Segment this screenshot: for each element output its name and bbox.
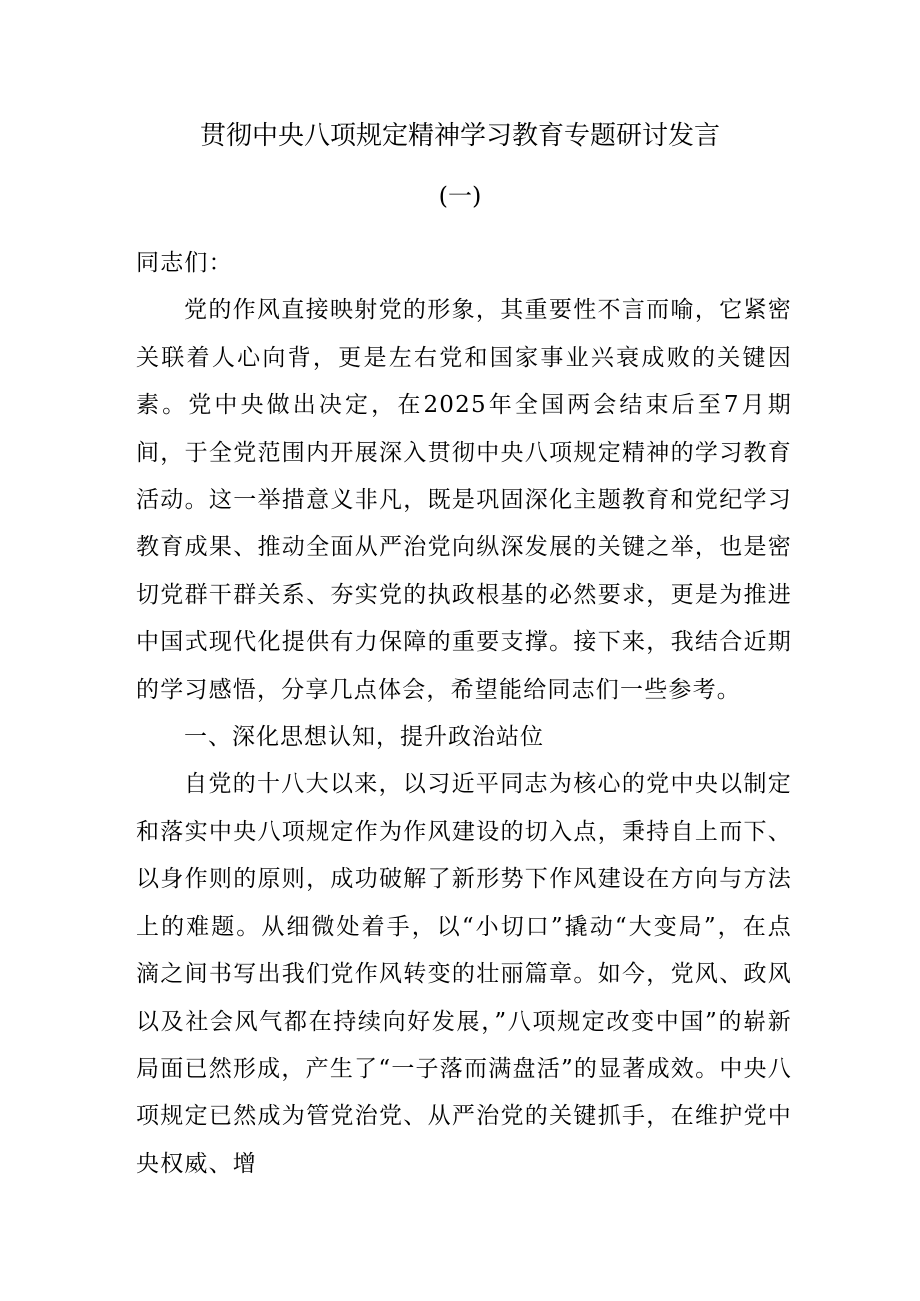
salutation: 同志们： bbox=[136, 250, 233, 276]
document-subtitle: (一) bbox=[438, 182, 482, 210]
paragraph-intro: 党的作风直接映射党的形象，其重要性不言而喻，它紧密关联着人心向背，更是左右党和国家事业兴衰成败的关键因素。党中央做出决定，在2025年全国两会结束后至7月期间，于全党范围内开展深入贯彻中央八项规定精神的学习教育活动。这一举措意义非凡，既是巩固深化主题教育和党纪学习教育成果、推动全面从严治党向纵深发展的关键之举，也是密切党群干群关系、夯实党的执政根基的必然要求，更是为推进中国式现代化提供有力保障的重要支撑。接下来，我结合近期的学习感悟，分享几点体会，希望能给同志们一些参考。 bbox=[136, 297, 792, 703]
document-title: 贯彻中央八项规定精神学习教育专题研讨发言 bbox=[199, 121, 720, 151]
section-heading: 一、深化思想认知，提升政治站位 bbox=[184, 724, 544, 751]
document-body bbox=[136, 240, 792, 1188]
paragraph-section-1: 自党的十八大以来，以习近平同志为核心的党中央以制定和落实中央八项规定作为作风建设的切入点，秉持自上而下、以身作则的原则，成功破解了新形势下作风建设在方向与方法上的难题。从细微处着手，以“小切口”撬动“大变局”，在点滴之间书写出我们党作风转变的壮丽篇章。如今，党风、政风以及社会风气都在持续向好发展，”八项规定改变中国”的崭新局面已然形成，产生了“一子落而满盘活”的显著成效。中央八项规定已然成为管党治党、从严治党的关键抓手，在维护党中央权威、增 bbox=[136, 771, 792, 1177]
